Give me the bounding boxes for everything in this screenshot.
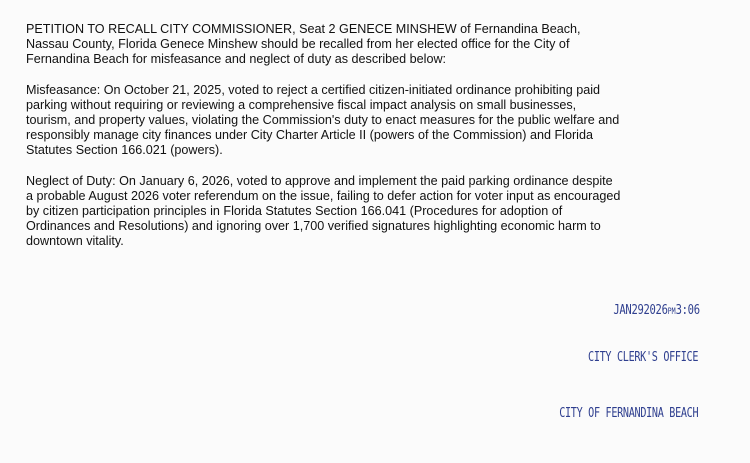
petition-heading-paragraph: PETITION TO RECALL CITY COMMISSIONER, Seat 2 GENECE MINSHEW of Fernandina Beach, Nassau County, Florida Genece Minshew should be recalled from her elected office for the City of Fernandina Beach for misfeasance and neglect of duty as described below: (26, 22, 581, 67)
city-name-stamp: CITY OF FERNANDINA BEACH (558, 406, 698, 421)
clerk-office-stamp: CITY CLERK'S OFFICE (587, 350, 698, 365)
neglect-of-duty-paragraph: Neglect of Duty: On January 6, 2026, voted to approve and implement the paid parking ordinance despite a probable August 2026 voter referendum on the issue, failing to defer action for voter input as encouraged by citizen participation principles in Florida Statutes Section 166.041 (Procedures for adoption of Ordinances and Resolutions) and ignoring over 1,700 verified signatures highlighting economic harm to downtown vitality. (26, 173, 621, 249)
stamp-ampm: PM (667, 307, 676, 317)
misfeasance-paragraph: Misfeasance: On October 21, 2025, voted to reject a certified citizen-initiated ordinance prohibiting paid parking without requiring or reviewing a comprehensive fiscal impact analysis on small businesses, tourism, and property values, violating the Commission's duty to enact measures for the public welfare and responsibly manage city finances under City Charter Article II (powers of the Commission) and Florida Statutes Section 166.021 (powers). (26, 82, 620, 158)
petition-text (26, 22, 726, 265)
received-date-stamp (614, 302, 700, 318)
stamp-time: 3:06 (675, 302, 700, 318)
stamp-date: JAN292026 (613, 302, 668, 318)
